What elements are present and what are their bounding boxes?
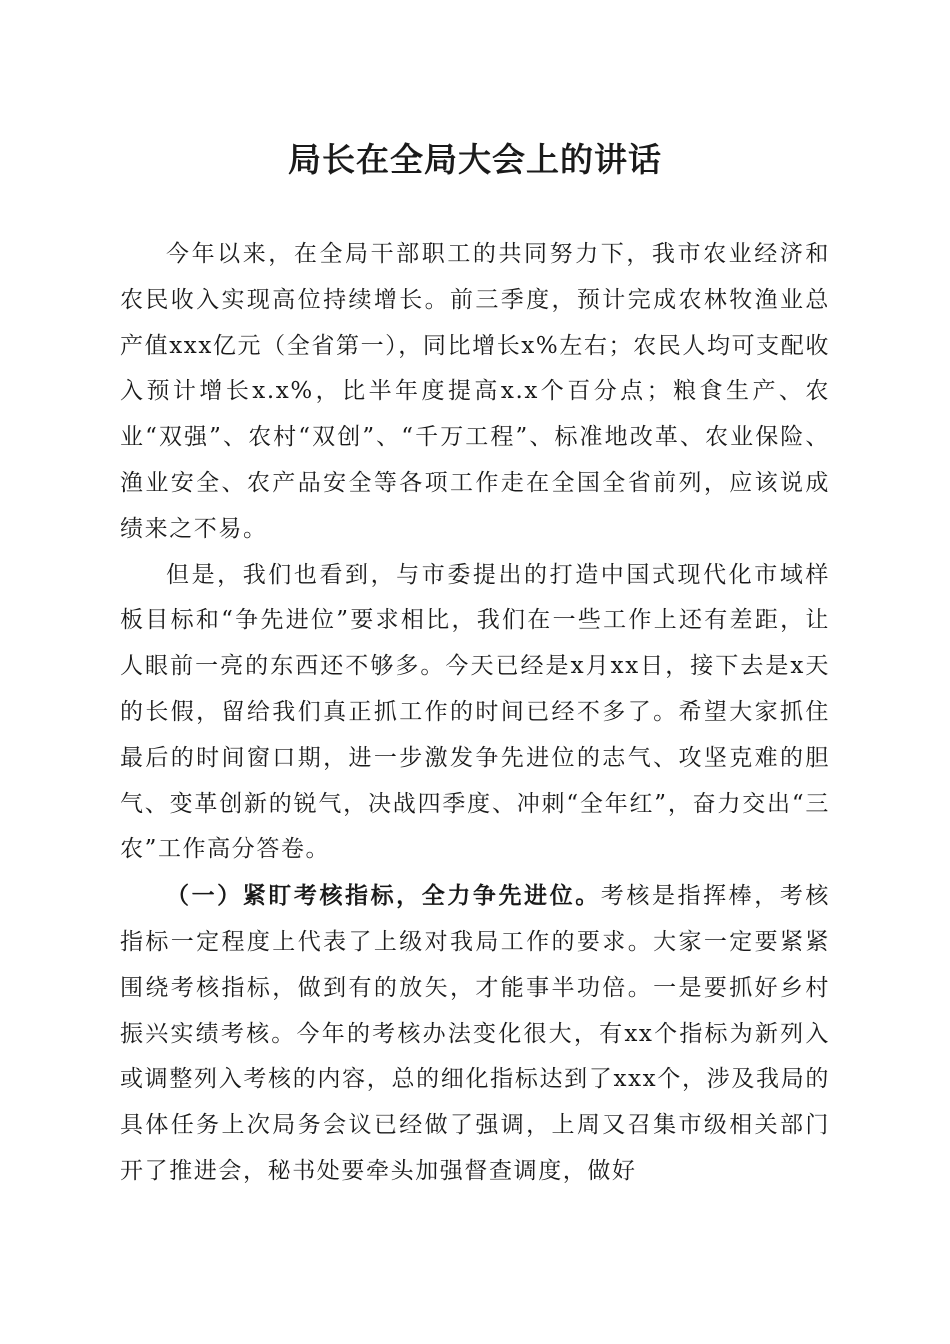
paragraph-1 [120, 232, 830, 553]
document-title: 局长在全局大会上的讲话 [288, 140, 662, 179]
section-heading-1: （一）紧盯考核指标，全力争先进位。 [166, 882, 601, 910]
paragraph-3-text: 考核是指挥棒，考核指标一定程度上代表了上级对我局工作的要求。大家一定要紧紧围绕考核指标，做到有的放矢，才能事半功倍。一是要抓好乡村振兴实绩考核。今年的考核办法变化很大，有xx个指标为新列入或调整列入考核的内容，总的细化指标达到了xxx个，涉及我局的具体任务上次局务会议已经做了强调，上周又召集市级相关部门开了推进会，秘书处要牵头加强督查调度，做好 [120, 883, 831, 1184]
paragraph-2 [120, 553, 830, 874]
paragraph-3 [120, 873, 830, 1195]
paragraph-1-text: 今年以来，在全局干部职工的共同努力下，我市农业经济和农民收入实现高位持续增长。前三季度，预计完成农林牧渔业总产值xxx亿元（全省第一），同比增长x%左右；农民人均可支配收入预计增长x.x%，比半年度提高x.x个百分点；粮食生产、农业“双强”、农村“双创”、“千万工程”、标准地改革、农业保险、渔业安全、农产品安全等各项工作走在全国全省前列，应该说成绩来之不易。 [120, 241, 830, 542]
paragraph-2-text: 但是，我们也看到，与市委提出的打造中国式现代化市域样板目标和“争先进位”要求相比，我们在一些工作上还有差距，让人眼前一亮的东西还不够多。今天已经是x月xx日，接下去是x天的长假，留给我们真正抓工作的时间已经不多了。希望大家抓住最后的时间窗口期，进一步激发争先进位的志气、攻坚克难的胆气、变革创新的锐气，决战四季度、冲刺“全年红”，奋力交出“三农”工作高分答卷。 [120, 561, 830, 863]
document-body [120, 232, 830, 1195]
